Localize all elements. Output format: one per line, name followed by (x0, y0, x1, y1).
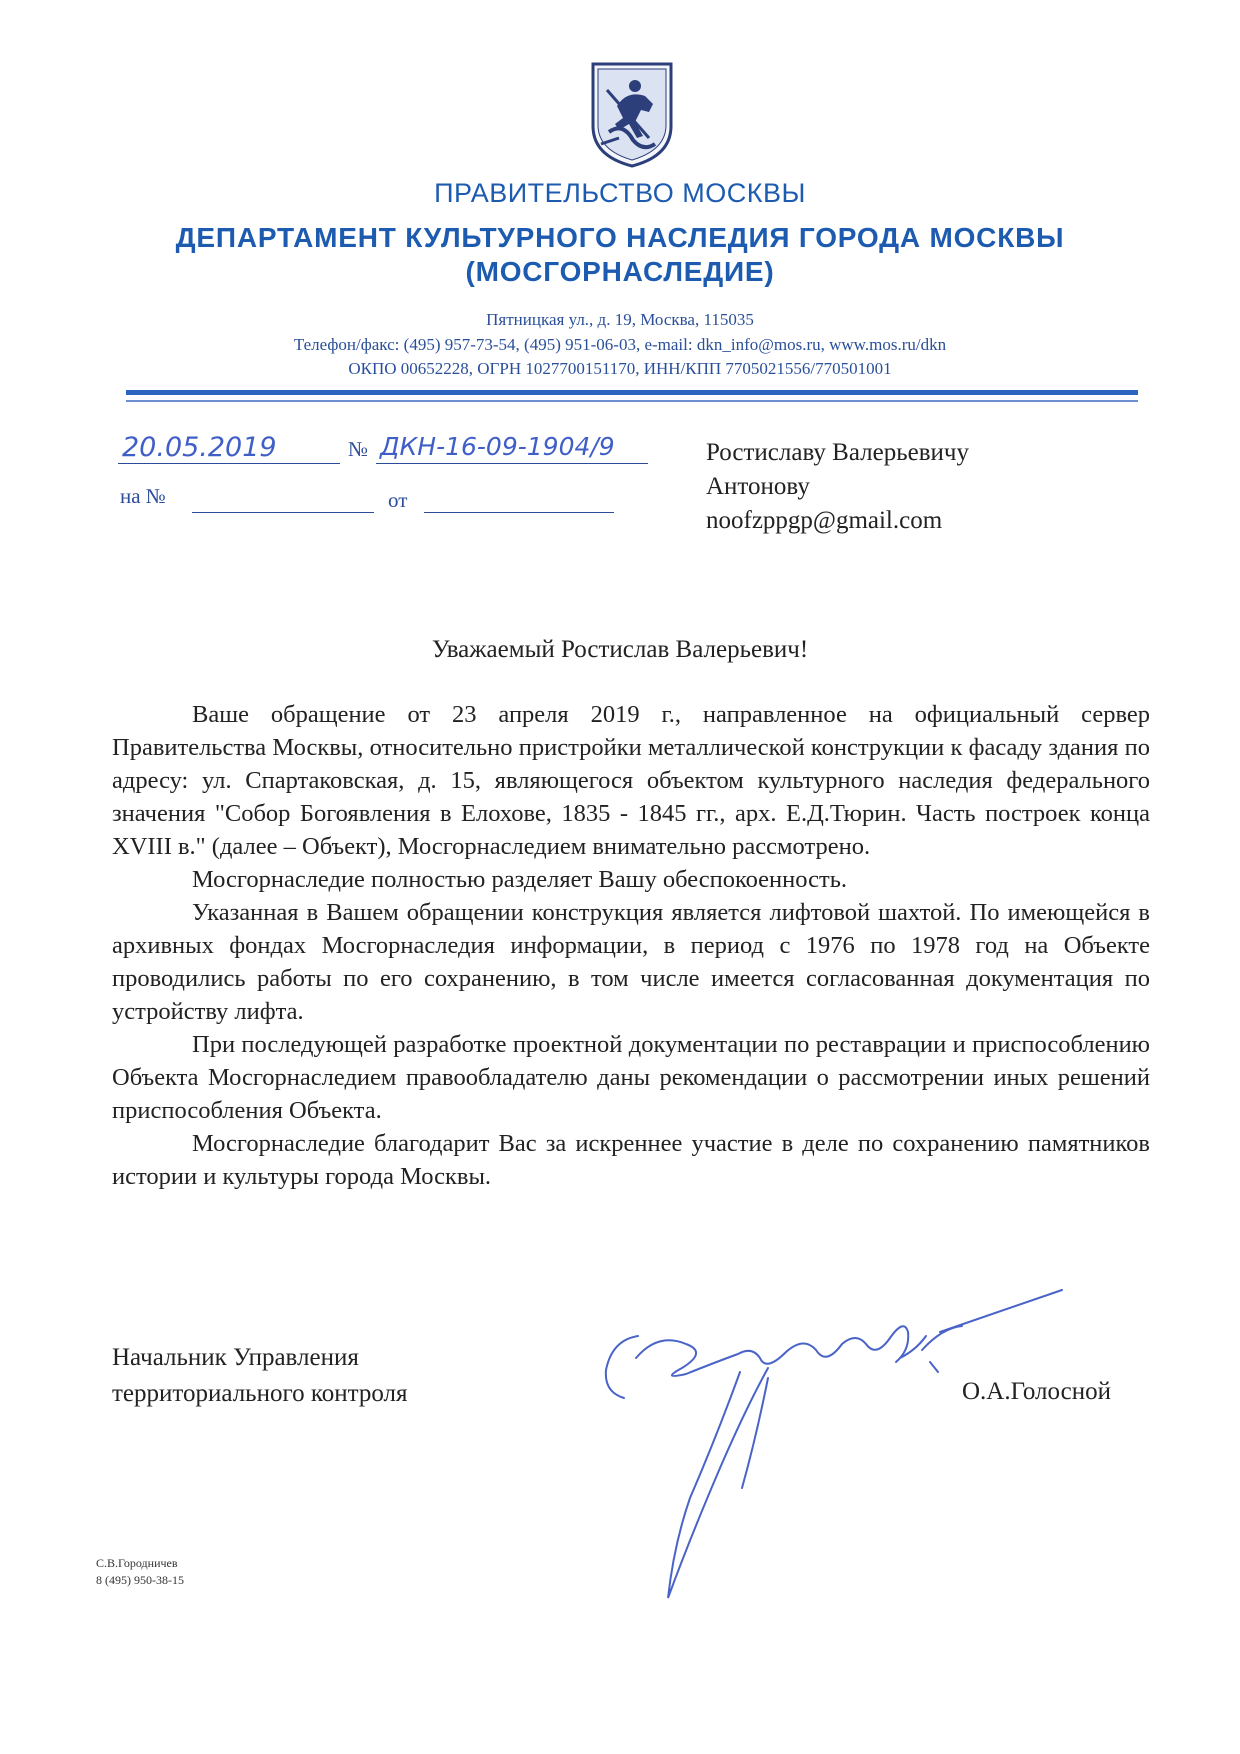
signatory-position (112, 1340, 407, 1412)
department-contacts: Телефон/факс: (495) 957-73-54, (495) 951-06-03, e-mail: dkn_info@mos.ru, www.mos.ru/dkn (293, 335, 947, 354)
letterhead-divider-thin (126, 400, 1138, 402)
salutation: Уважаемый Ростислав Валерьевич! (431, 636, 809, 663)
reply-to-label: на № (120, 484, 166, 508)
letter-date: 20.05.2019 (122, 432, 277, 463)
department-registry: ОКПО 00652228, ОГРН 1027700151170, ИНН/КПП 7705021556/770501001 (348, 359, 892, 378)
handwritten-signature (590, 1288, 1080, 1618)
government-title: ПРАВИТЕЛЬСТВО МОСКВЫ (434, 178, 806, 208)
body-paragraph: Мосгорнаследие благодарит Вас за искреннее участие в деле по сохранению памятников истории и культуры города Москвы. (112, 1130, 1150, 1190)
body-paragraph: Указанная в Вашем обращении конструкция является лифтовой шахтой. По имеющейся в архивных фондах Мосгорнаследия информации, в период с 1976 по 1978 год на Объекте проводились работы по его сохранению, в том числе имеется согласованная документация по устройству лифта. (112, 899, 1150, 1025)
executor-block (96, 1555, 184, 1589)
from-underline (424, 512, 614, 513)
letterhead-divider (126, 390, 1138, 395)
letter-number: ДКН-16-09-1904/9 (380, 432, 615, 461)
executor-name: С.В.Городничев (96, 1556, 178, 1570)
date-underline (118, 463, 340, 464)
recipient-surname: Антонову (706, 473, 810, 500)
reply-to-underline (192, 512, 374, 513)
executor-phone: 8 (495) 950-38-15 (96, 1573, 184, 1587)
from-label: от (388, 488, 408, 512)
department-title: ДЕПАРТАМЕНТ КУЛЬТУРНОГО НАСЛЕДИЯ ГОРОДА МОСКВЫ (175, 222, 1065, 253)
letter-body (112, 698, 1150, 1193)
department-address: Пятницкая ул., д. 19, Москва, 115035 (486, 310, 754, 329)
number-label: № (348, 437, 369, 461)
recipient-block (706, 436, 969, 538)
signatory-position-line: Начальник Управления (112, 1344, 359, 1371)
moscow-coat-of-arms-icon (589, 60, 675, 168)
recipient-name: Ростиславу Валерьевичу (706, 439, 969, 466)
body-paragraph: При последующей разработке проектной документации по реставрации и приспособлению Объекта Мосгорнаследием правообладателю даны рекомендации о рассмотрении иных решений приспособления Объекта. (112, 1031, 1150, 1124)
body-paragraph: Мосгорнаследие полностью разделяет Вашу обеспокоенность. (192, 866, 847, 893)
department-short-title: (МОСГОРНАСЛЕДИЕ) (465, 256, 775, 287)
recipient-email: noofzppgp@gmail.com (706, 507, 943, 534)
number-underline (376, 463, 648, 464)
signatory-position-line: территориального контроля (112, 1380, 408, 1407)
body-paragraph: Ваше обращение от 23 апреля 2019 г., направленное на официальный сервер Правительства Москвы, относительно пристройки металлической конструкции к фасаду здания по адресу: ул. Спартаковская, д. 15, являющегося объектом культурного наследия федерального значения "Собор Богоявления в Елохове, 1835 - 1845 гг., арх. Е.Д.Тюрин. Часть построек конца XVIII в." (далее – Объект), Мосгорнаследием внимательно рассмотрено. (112, 701, 1150, 860)
signatory-name: О.А.Голосной (962, 1378, 1111, 1405)
